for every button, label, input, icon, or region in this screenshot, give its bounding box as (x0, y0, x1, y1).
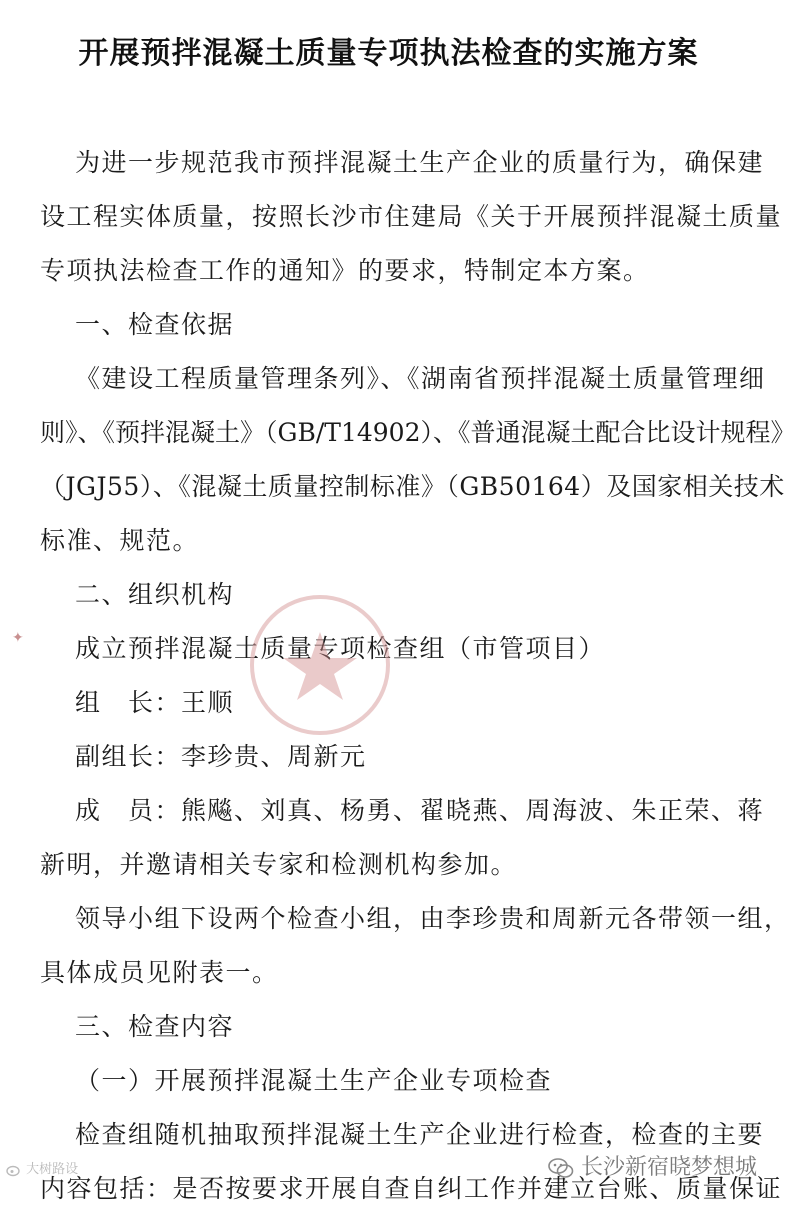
paragraph-line: 成立预拌混凝土质量专项检查组（市管项目） (75, 634, 606, 663)
paragraph-line: （JGJ55）、《混凝土质量控制标准》（GB50164）及国家相关技术 (40, 472, 785, 501)
watermark-right-text: 长沙新宿晓梦想城 (581, 1155, 758, 1180)
official-seal-icon (245, 590, 395, 740)
wechat-icon (548, 1157, 574, 1179)
paragraph-line: 具体成员见附表一。 (40, 958, 279, 987)
paragraph-line: 则》、《预拌混凝土》（GB/T14902）、《普通混凝土配合比设计规程》 (40, 418, 795, 447)
paragraph-line: 内容包括：是否按要求开展自查自纠工作并建立台账、质量保证 (40, 1174, 783, 1203)
watermark-left (6, 1158, 78, 1177)
section-heading: 一、检查依据 (75, 310, 235, 339)
watermark-left-text: 大树路设 (26, 1162, 79, 1177)
paragraph-line: 成 员：熊飚、刘真、杨勇、翟晓燕、周海波、朱正荣、蒋 (75, 796, 765, 825)
margin-mark: ✦ (12, 630, 24, 646)
paragraph-line: 标准、规范。 (40, 526, 200, 555)
paragraph-line: 领导小组下设两个检查小组，由李珍贵和周新元各带领一组， (75, 904, 791, 933)
watermark-right (548, 1150, 757, 1181)
paragraph-line: 为进一步规范我市预拌混凝土生产企业的质量行为，确保建 (75, 148, 765, 177)
document-title: 开展预拌混凝土质量专项执法检查的实施方案 (78, 36, 699, 71)
paragraph-line: 设工程实体质量，按照长沙市住建局《关于开展预拌混凝土质量 (40, 202, 783, 231)
paragraph-line: 副组长：李珍贵、周新元 (75, 742, 367, 771)
section-heading: 三、检查内容 (75, 1012, 235, 1041)
paragraph-line: 专项执法检查工作的通知》的要求，特制定本方案。 (40, 256, 650, 285)
section-heading: 二、组织机构 (75, 580, 235, 609)
weibo-icon (6, 1163, 22, 1177)
paragraph-line: 《建设工程质量管理条列》、《湖南省预拌混凝土质量管理细 (75, 364, 766, 393)
subsection-heading: （一）开展预拌混凝土生产企业专项检查 (75, 1066, 553, 1095)
paragraph-line: 新明，并邀请相关专家和检测机构参加。 (40, 850, 518, 879)
paragraph-line: 检查组随机抽取预拌混凝土生产企业进行检查，检查的主要 (75, 1120, 765, 1149)
paragraph-line: 组 长：王顺 (75, 688, 235, 717)
